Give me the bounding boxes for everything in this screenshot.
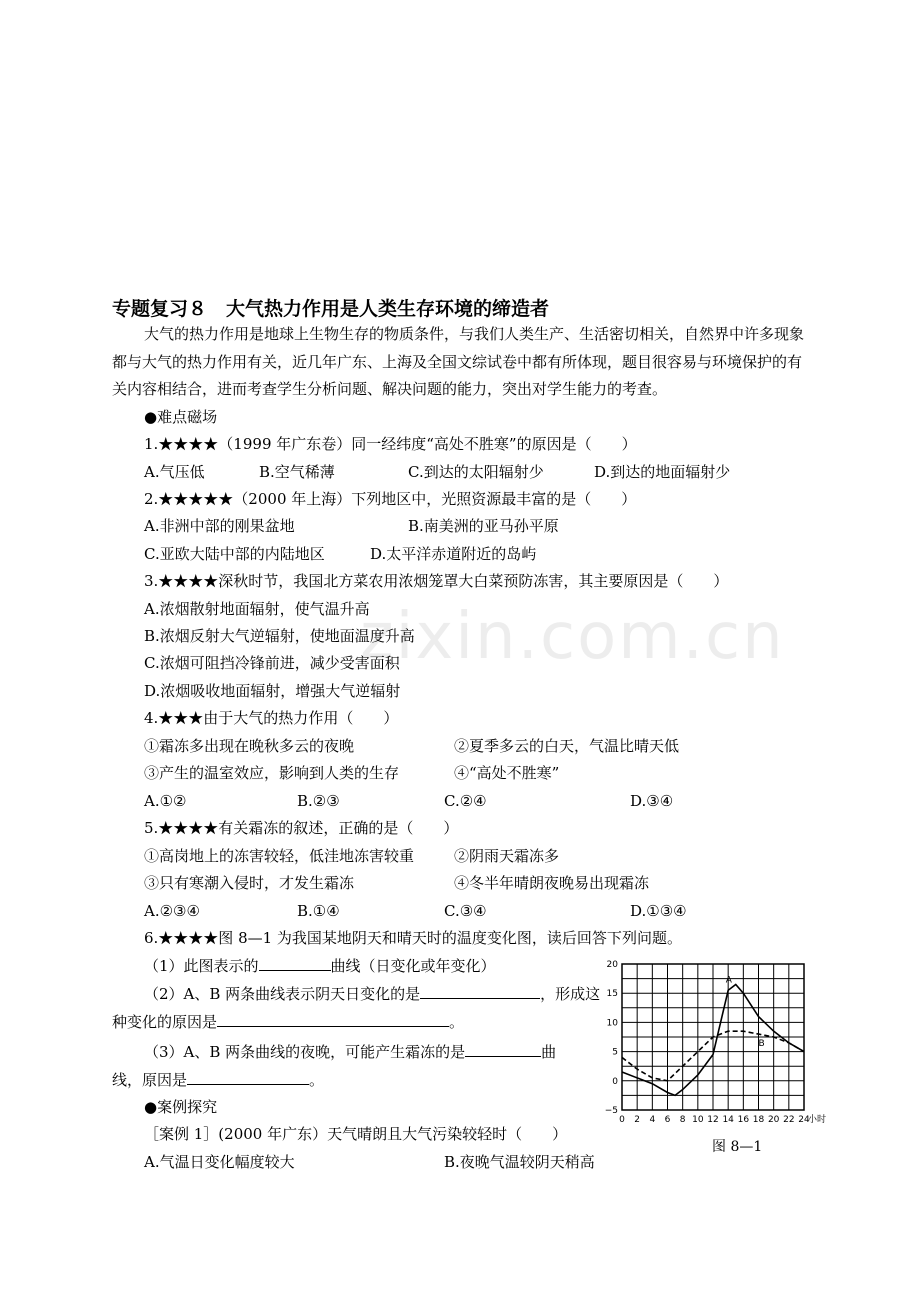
case-1-option-b: B.夜晚气温较阴天稍高 [444, 1153, 595, 1171]
question-5-statement-3: ③只有寒潮入侵时，才发生霜冻 [144, 874, 355, 892]
x-tick-label: 2 [634, 1115, 641, 1125]
question-6-stem: 6.★★★★图 8—1 为我国某地阴天和晴天时的温度变化图，读后回答下列问题。 [144, 929, 682, 947]
answer-blank[interactable] [420, 984, 540, 999]
question-6-part-3-reason: 线，原因是 [112, 1071, 188, 1089]
x-tick-label: 6 [664, 1115, 671, 1125]
question-5-option-b: B.①④ [297, 902, 340, 920]
question-4-option-d: D.③④ [630, 792, 674, 810]
question-4-statement-1: ①霜冻多出现在晚秋多云的夜晚 [144, 737, 355, 755]
question-3-option-c: C.浓烟可阻挡冷锋前进，减少受害面积 [144, 654, 400, 672]
intro-paragraph: 大气的热力作用是地球上生物生存的物质条件，与我们人类生产、生活密切相关，自然界中许多现象都与大气的热力作用有关，近几年广东、上海及全国文综试卷中都有所体现，题目很容易与环境保护的有关内容相结合，进而考查学生分析问题、解决问题的能力，突出对学生能力的考查。 [112, 325, 805, 398]
question-5-stem: 5.★★★★有关霜冻的叙述，正确的是（ ） [144, 819, 459, 837]
series-label-A: A [725, 975, 732, 986]
question-4-statement-2: ②夏季多云的白天，气温比晴天低 [454, 737, 680, 755]
x-tick-label: 10 [692, 1115, 704, 1125]
question-3-option-d: D.浓烟吸收地面辐射，增强大气逆辐射 [144, 682, 401, 700]
question-5-statement-4: ④冬半年晴朗夜晚易出现霜冻 [454, 874, 650, 892]
question-4-stem: 4.★★★由于大气的热力作用（ ） [144, 709, 399, 727]
question-6-part-2 [144, 984, 600, 1004]
question-5-statement-2: ②阴雨天霜冻多 [454, 847, 560, 865]
question-1-option-c: C.到达的太阳辐射少 [408, 463, 544, 481]
question-2-option-b: B.南美洲的亚马孙平原 [408, 517, 559, 535]
answer-blank[interactable] [217, 1012, 449, 1027]
answer-blank[interactable] [187, 1070, 309, 1085]
case-1-stem: ［案例 1］(2000 年广东）天气晴朗且大气污染较轻时（ ） [144, 1125, 568, 1143]
question-1-stem: 1.★★★★（1999 年广东卷）同一经纬度“高处不胜寒”的原因是（ ） [144, 435, 637, 453]
x-tick-label: 12 [707, 1115, 719, 1125]
x-tick-label: 16 [737, 1115, 750, 1125]
question-3-option-a: A.浓烟散射地面辐射，使气温升高 [144, 600, 370, 618]
page-title: 专题复习８ 大气热力作用是人类生存环境的缔造者 [112, 298, 550, 320]
case-1-option-a: A.气温日变化幅度较大 [144, 1153, 295, 1171]
question-6-part-3-end: 。 [309, 1071, 325, 1089]
question-5-option-a: A.②③④ [144, 902, 200, 920]
question-6-part-2-end: 。 [449, 1013, 465, 1031]
section-heading-case-study: ●案例探究 [144, 1098, 218, 1116]
x-tick-label: 8 [679, 1115, 686, 1125]
figure-caption: 图 8—1 [712, 1139, 763, 1155]
y-tick-label: 10 [606, 1018, 618, 1029]
question-3-stem: 3.★★★★深秋时节，我国北方菜农用浓烟笼罩大白菜预防冻害，其主要原因是（ ） [144, 572, 729, 590]
question-6-part-3-lead: （3）A、B 两条曲线的夜晚，可能产生霜冻的是 [144, 1043, 466, 1061]
question-4-option-a: A.①② [144, 792, 187, 810]
question-2-stem: 2.★★★★★（2000 年上海）下列地区中，光照资源最丰富的是（ ） [144, 490, 637, 508]
question-2-option-a: A.非洲中部的刚果盆地 [144, 517, 295, 535]
question-6-part-2-cont [112, 1012, 464, 1032]
question-1-option-b: B.空气稀薄 [259, 463, 335, 481]
section-heading-difficulty: ●难点磁场 [144, 408, 218, 426]
question-5-option-c: C.③④ [444, 902, 487, 920]
question-6-part-2-tail: ，形成这 [540, 985, 601, 1003]
question-1-option-a: A.气压低 [144, 463, 205, 481]
y-tick-label: 5 [612, 1047, 618, 1058]
x-tick-label: 14 [722, 1115, 734, 1125]
question-6-part-3-tail: 曲 [541, 1043, 557, 1061]
y-tick-label: 20 [606, 960, 618, 970]
question-6-part-3 [144, 1042, 556, 1062]
question-2-option-c: C.亚欧大陆中部的内陆地区 [144, 545, 325, 563]
question-3-option-b: B.浓烟反射大气逆辐射，使地面温度升高 [144, 627, 415, 645]
question-5-statement-1: ①高岗地上的冻害较轻，低洼地冻害较重 [144, 847, 415, 865]
x-tick-label: 4 [649, 1115, 656, 1125]
y-tick-label: −5 [604, 1106, 618, 1116]
question-6-part-1-lead: （1）此图表示的 [144, 957, 259, 975]
x-tick-label: 24 [798, 1115, 810, 1125]
question-6-part-1 [144, 956, 496, 976]
answer-blank[interactable] [259, 956, 331, 971]
question-2-option-d: D.太平洋赤道附近的岛屿 [370, 545, 537, 563]
question-6-part-2-lead: （2）A、B 两条曲线表示阴天日变化的是 [144, 985, 421, 1003]
y-tick-label: 0 [612, 1076, 618, 1087]
x-axis-unit: 小时 [808, 1115, 827, 1125]
x-tick-label: 18 [752, 1115, 765, 1125]
question-1-option-d: D.到达的地面辐射少 [594, 463, 731, 481]
question-4-option-b: B.②③ [297, 792, 340, 810]
answer-blank[interactable] [465, 1042, 541, 1057]
series-label-B: B [758, 1039, 765, 1050]
x-tick-label: 22 [783, 1115, 795, 1125]
temperature-chart [604, 956, 840, 1132]
x-tick-label: 0 [619, 1115, 625, 1125]
watermark: zixin.com.cn [360, 600, 785, 674]
x-tick-label: 20 [767, 1115, 780, 1125]
question-4-statement-3: ③产生的温室效应，影响到人类的生存 [144, 764, 400, 782]
question-6-part-2-reason: 种变化的原因是 [112, 1013, 218, 1031]
question-4-option-c: C.②④ [444, 792, 487, 810]
question-6-part-1-tail: 曲线（日变化或年变化） [330, 957, 496, 975]
question-4-statement-4: ④“高处不胜寒” [454, 764, 560, 782]
question-6-part-3-cont [112, 1070, 324, 1090]
question-5-option-d: D.①③④ [630, 902, 687, 920]
y-tick-label: 15 [606, 989, 618, 1000]
